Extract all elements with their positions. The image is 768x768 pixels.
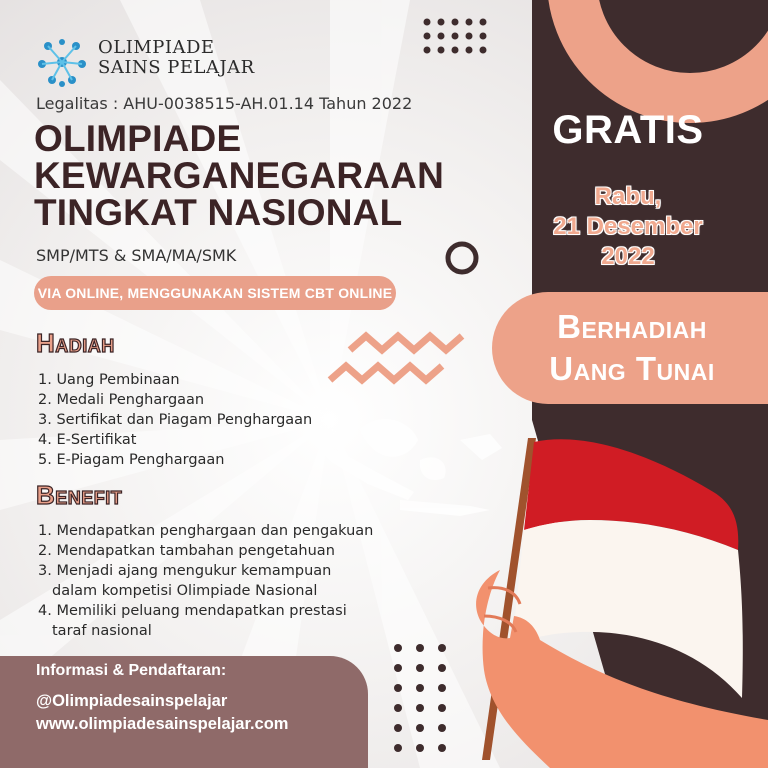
list-item: 4. E-Sertifikat [38,432,137,448]
event-date-line: 21 Desember [553,213,703,240]
event-year: 2022 [601,243,655,270]
logo-line-1: OLIMPIADE [98,37,215,58]
prize-text [516,306,748,390]
mode-badge: VIA ONLINE, MENGGUNAKAN SISTEM CBT ONLINE [34,276,396,310]
hadiah-heading: Hadiah [36,328,115,358]
legal-text: Legalitas : AHU-0038515-AH.01.14 Tahun 2022 [36,94,413,113]
indonesia-flag-icon [470,420,768,768]
info-title: Informasi & Pendaftaran: [36,662,227,679]
list-item: taraf nasional [52,623,152,639]
molecule-logo-icon [34,34,90,90]
list-item: 1. Mendapatkan penghargaan dan pengakuan [38,523,374,539]
title-line-2: KEWARGANEGARAAN [34,155,444,196]
title-line-3: TINGKAT NASIONAL [34,192,403,233]
list-item: 5. E-Piagam Penghargaan [38,452,225,468]
list-item: 2. Medali Penghargaan [38,392,205,408]
benefit-list [38,521,373,641]
title-line-1: OLIMPIADE [34,118,242,159]
website-link[interactable]: www.olimpiadesainspelajar.com [36,715,289,733]
logo-wordmark [98,38,255,78]
benefit-heading: Benefit [36,480,123,510]
prize-line-1: Berhadiah [557,308,707,345]
hadiah-list [38,370,312,470]
list-item: 3. Menjadi ajang mengukur kemampuan [38,563,332,579]
page-title [34,120,444,231]
gratis-label: GRATIS [552,108,704,152]
instagram-handle[interactable]: @Olimpiadesainspelajar [36,692,228,710]
event-date [528,182,728,272]
prize-line-2: Uang Tunai [549,350,715,387]
list-item: dalam kompetisi Olimpiade Nasional [52,583,318,599]
list-item: 3. Sertifikat dan Piagam Penghargaan [38,412,313,428]
list-item: 1. Uang Pembinaan [38,372,180,388]
logo-line-2: SAINS PELAJAR [98,57,255,78]
school-levels: SMP/MTS & SMA/MA/SMK [36,246,237,265]
event-day: Rabu, [594,183,662,210]
list-item: 4. Memiliki peluang mendapatkan prestasi [38,603,347,619]
list-item: 2. Mendapatkan tambahan pengetahuan [38,543,335,559]
